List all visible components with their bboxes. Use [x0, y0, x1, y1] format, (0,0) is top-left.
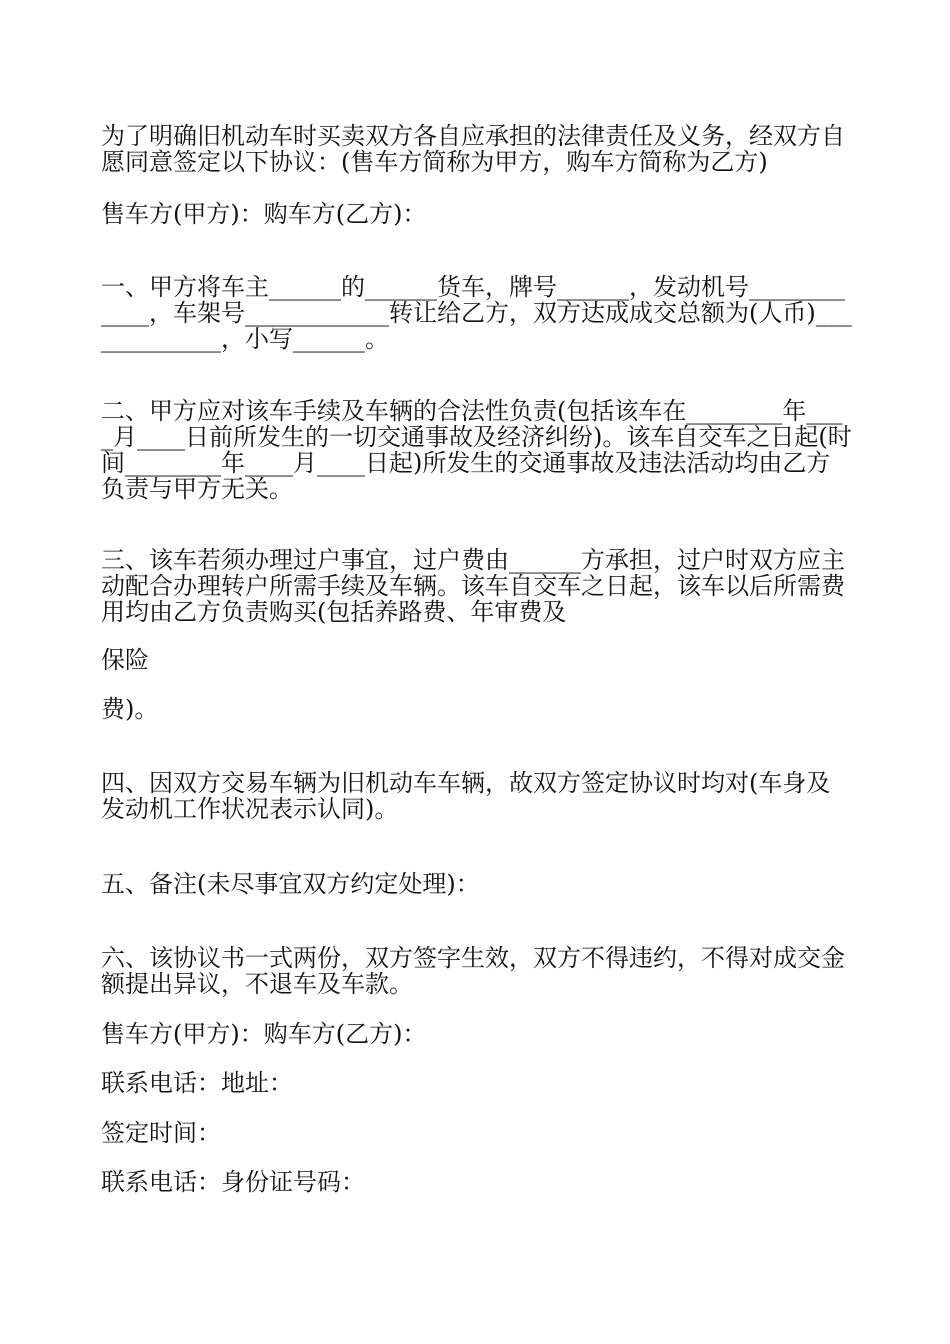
- signature-contact-id: 联系电话：身份证号码：: [101, 1168, 365, 1196]
- signature-parties: 售车方(甲方)：购车方(乙方)：: [101, 1020, 427, 1048]
- clause-3-continuation-insurance: 保险: [101, 646, 149, 674]
- clause-3-continuation-fee: 费)。: [101, 695, 159, 723]
- signature-contact-address: 联系电话：地址：: [101, 1069, 293, 1097]
- signature-date: 签定时间：: [101, 1119, 221, 1147]
- clause-5: 五、备注(未尽事宜双方约定处理)：: [101, 870, 480, 898]
- clause-1: 一、甲方将车主______的______货车，牌号______，发动机号____________，车架号____________转让给乙方，双方达成成交总额为(人币)_____________，小写______。: [101, 273, 852, 353]
- intro-paragraph: 为了明确旧机动车时买卖双方各自应承担的法律责任及义务，经双方自愿同意签定以下协议：(售车方简称为甲方，购车方简称为乙方): [101, 122, 845, 176]
- clause-3: 三、该车若须办理过户事宜，过户费由______方承担，过户时双方应主动配合办理转户所需手续及车辆。该车自交车之日起，该车以后所需费用均由乙方负责购买(包括养路费、年审费及: [101, 546, 845, 626]
- clause-6: 六、该协议书一式两份，双方签字生效，双方不得违约，不得对成交金额提出异议，不退车及车款。: [101, 944, 845, 998]
- clause-4: 四、因双方交易车辆为旧机动车车辆，故双方签定协议时均对(车身及发动机工作状况表示认同)。: [101, 769, 831, 823]
- parties-header: 售车方(甲方)：购车方(乙方)：: [101, 200, 427, 228]
- clause-2: 二、甲方应对该车手续及车辆的合法性负责(包括该车在________年____月____日前所发生的一切交通事故及经济纠纷)。该车自交车之日起(时间________年____月____日起)所发生的交通事故及违法活动均由乙方负责与甲方无关。: [101, 397, 852, 503]
